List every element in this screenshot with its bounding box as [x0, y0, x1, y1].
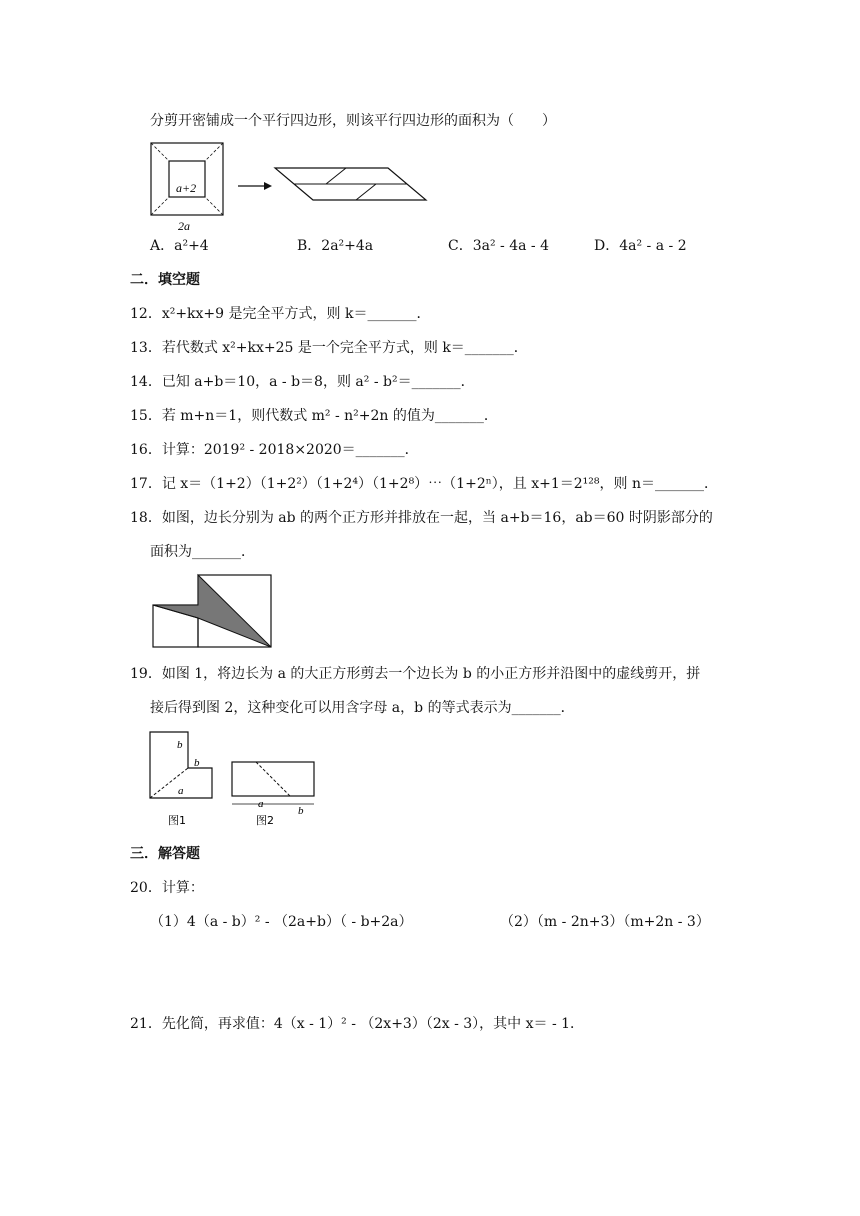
svg-text:b: b	[298, 805, 304, 817]
question-15: 15．若 m+n＝1，则代数式 m² - n²+2n 的值为_______．	[130, 408, 498, 424]
question-19-line2: 接后得到图 2，这种变化可以用含字母 a，b 的等式表示为_______．	[150, 700, 575, 716]
question-20: 20．计算：	[130, 880, 204, 896]
question-14: 14．已知 a+b＝10，a - b＝8，则 a² - b²＝_______．	[130, 374, 475, 390]
inner-label: a+2	[176, 181, 197, 195]
question-18-line1: 18．如图，边长分别为 ab 的两个正方形并排放在一起，当 a+b＝16，ab＝60 时阴影部分的	[130, 510, 713, 526]
shaded-region	[153, 575, 271, 647]
question-17: 17．记 x＝（1+2）（1+2²）（1+2⁴）（1+2⁸）⋯（1+2ⁿ），且 x+1＝2¹²⁸，则 n＝_______．	[130, 476, 718, 492]
question-13: 13．若代数式 x²+kx+25 是一个完全平方式，则 k＝_______．	[130, 340, 528, 356]
question-18-line2: 面积为_______．	[150, 544, 255, 560]
question-11-stem: 分剪开密铺成一个平行四边形，则该平行四边形的面积为（ ）	[150, 113, 556, 129]
figure2-rect	[232, 762, 314, 796]
figure-q11	[148, 140, 438, 235]
figure-q19	[146, 730, 336, 830]
question-19-line1: 19．如图 1，将边长为 a 的大正方形剪去一个边长为 b 的小正方形并沿图中的虚线剪开，拼	[130, 666, 701, 682]
figure-q18	[150, 574, 280, 650]
option-d: D．4a² - a - 2	[594, 238, 687, 254]
arrow-head	[264, 182, 272, 190]
bottom-label: 2a	[178, 219, 190, 233]
question-12: 12．x²+kx+9 是完全平方式，则 k＝_______．	[130, 306, 431, 322]
section-fill-in: 二．填空题	[130, 272, 200, 288]
svg-text:b: b	[194, 757, 200, 769]
figure2-caption: 图2	[256, 814, 274, 827]
svg-text:a: a	[258, 798, 264, 810]
option-b: B．2a²+4a	[297, 238, 374, 254]
section-answer: 三．解答题	[130, 846, 200, 862]
option-a: A．a²+4	[150, 238, 209, 254]
svg-text:b: b	[177, 739, 183, 751]
option-c: C．3a² - 4a - 4	[448, 238, 550, 254]
question-16: 16．计算：2019² - 2018×2020＝_______．	[130, 442, 419, 458]
question-20-part1: （1）4（a - b）² - （2a+b）（ - b+2a）	[150, 914, 413, 930]
question-20-part2: （2）（m - 2n+3）（m+2n - 3）	[500, 914, 710, 930]
svg-text:a: a	[178, 785, 184, 797]
figure1-caption: 图1	[168, 814, 186, 827]
question-21: 21．先化简，再求值：4（x - 1）² - （2x+3）（2x - 3），其中 x＝ - 1．	[130, 1016, 585, 1032]
